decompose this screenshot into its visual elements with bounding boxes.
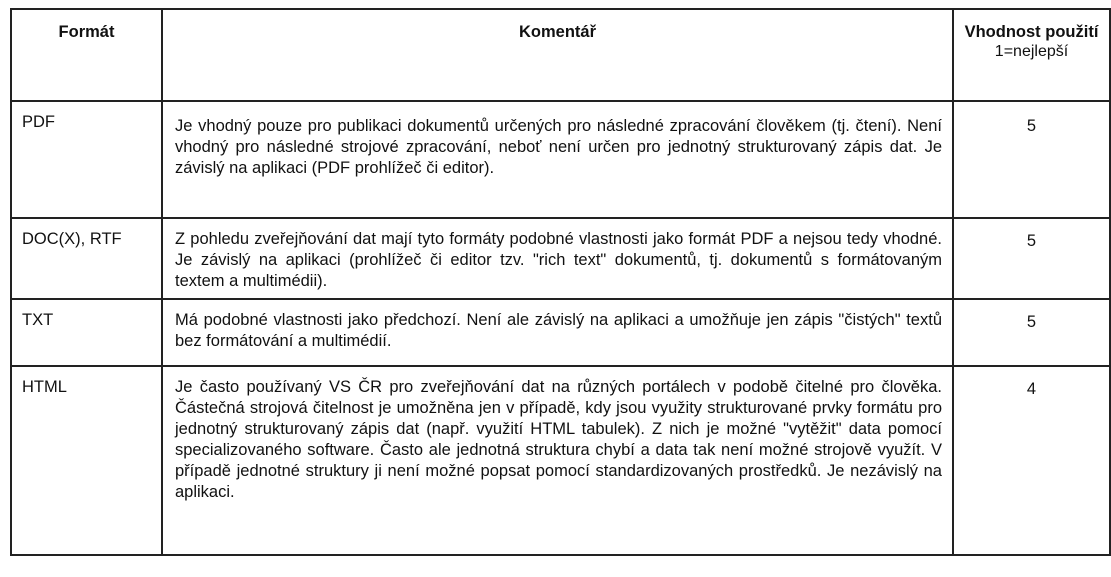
header-rating-subtitle: 1=nejlepší: [994, 43, 1069, 60]
header-rating-title: Vhodnost použití: [964, 23, 1099, 41]
comment-cell: Je často používaný VS ČR pro zveřejňování dat na různých portálech v podobě čitelné pro člověka. Částečná strojová čitelnost je umožněna jen v případě, kdy jsou využity strukturované prvky formátu pro jednotný strukturovaný zápis dat (např. využití HTML tabulek). Z nich je možné "vytěžit" data pomocí specializovaného software. Často ale jednotná struktura chybí a data tak není možné strojově využít. V případě jednotné struktury ji není možné popsat pomocí standardizovaných prostředků. Je nezávislý na aplikaci.: [162, 366, 953, 555]
header-comment: Komentář: [162, 9, 953, 101]
rating-cell: 5: [953, 299, 1110, 366]
formats-table: [10, 8, 1111, 556]
format-cell: TXT: [11, 299, 162, 366]
format-cell: PDF: [11, 101, 162, 218]
comment-cell: Má podobné vlastnosti jako předchozí. Není ale závislý na aplikaci a umožňuje jen zápis "čistých" textů bez formátování a multimédií.: [162, 299, 953, 366]
format-cell: DOC(X), RTF: [11, 218, 162, 299]
table-row: [11, 366, 1110, 555]
table-row: [11, 101, 1110, 218]
rating-cell: 4: [953, 366, 1110, 555]
comment-cell: Je vhodný pouze pro publikaci dokumentů určených pro následné zpracování člověkem (tj. čtení). Není vhodný pro následné strojové zpracování, neboť není určen pro jednotný strukturovaný zápis dat. Je závislý na aplikaci (PDF prohlížeč či editor).: [162, 101, 953, 218]
comment-cell: Z pohledu zveřejňování dat mají tyto formáty podobné vlastnosti jako formát PDF a nejsou tedy vhodné. Je závislý na aplikaci (prohlížeč či editor tzv. "rich text" dokumentů, tj. dokumentů s formátovaným textem a multimédii).: [162, 218, 953, 299]
format-cell: HTML: [11, 366, 162, 555]
header-rating: [953, 9, 1110, 101]
header-row: [11, 9, 1110, 101]
table-row: [11, 218, 1110, 299]
rating-cell: 5: [953, 101, 1110, 218]
cropped-caption-fragment: [0, 0, 1066, 8]
header-format: Formát: [11, 9, 162, 101]
table-row: [11, 299, 1110, 366]
rating-cell: 5: [953, 218, 1110, 299]
